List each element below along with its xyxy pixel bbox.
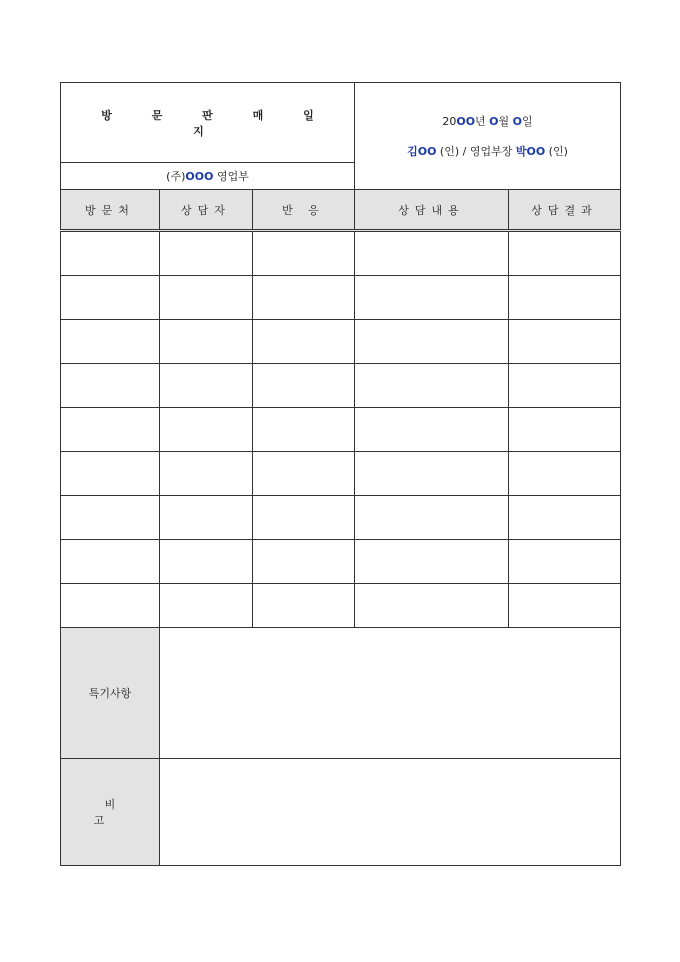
approval-block <box>355 83 621 190</box>
table-cell[interactable] <box>509 231 621 276</box>
date-month-suffix: 월 <box>498 115 513 128</box>
column-header-row <box>61 190 621 231</box>
table-row <box>61 496 621 540</box>
table-cell[interactable] <box>61 540 160 584</box>
date-day-suffix: 일 <box>522 115 533 128</box>
table-cell[interactable] <box>61 452 160 496</box>
remarks-field[interactable] <box>160 759 621 866</box>
approver-line <box>355 143 620 159</box>
table-cell[interactable] <box>509 452 621 496</box>
table-cell[interactable] <box>160 584 253 628</box>
table-cell[interactable] <box>355 584 509 628</box>
table-cell[interactable] <box>253 364 355 408</box>
form-title: 방 문 판 매 일 지 <box>61 83 355 163</box>
date-year-mark: OO <box>456 115 476 128</box>
table-cell[interactable] <box>160 276 253 320</box>
table-cell[interactable] <box>61 320 160 364</box>
table-cell[interactable] <box>509 364 621 408</box>
table-cell[interactable] <box>253 540 355 584</box>
table-cell[interactable] <box>355 231 509 276</box>
table-cell[interactable] <box>160 364 253 408</box>
special-notes-label: 특기사항 <box>61 628 160 759</box>
table-row <box>61 364 621 408</box>
table-cell[interactable] <box>355 276 509 320</box>
table-cell[interactable] <box>253 231 355 276</box>
column-header: 상담자 <box>160 190 253 231</box>
column-header: 상담내용 <box>355 190 509 231</box>
company-suffix: 영업부 <box>213 170 249 183</box>
table-cell[interactable] <box>253 452 355 496</box>
sales-visit-log-form <box>60 82 621 866</box>
table-cell[interactable] <box>160 408 253 452</box>
table-cell[interactable] <box>160 320 253 364</box>
company-prefix: (주) <box>166 170 186 183</box>
table-cell[interactable] <box>355 364 509 408</box>
table-cell[interactable] <box>355 320 509 364</box>
table-cell[interactable] <box>160 452 253 496</box>
table-row <box>61 231 621 276</box>
table-cell[interactable] <box>61 231 160 276</box>
table-cell[interactable] <box>253 320 355 364</box>
approver1-name: 김OO <box>407 145 437 158</box>
table-cell[interactable] <box>355 496 509 540</box>
table-cell[interactable] <box>61 408 160 452</box>
table-cell[interactable] <box>509 408 621 452</box>
column-header: 반 응 <box>253 190 355 231</box>
company-name: OOO <box>185 170 214 183</box>
table-cell[interactable] <box>253 584 355 628</box>
date-month-mark: O <box>489 115 499 128</box>
table-cell[interactable] <box>61 276 160 320</box>
date-year-suffix: 년 <box>475 115 490 128</box>
date-day-mark: O <box>512 115 523 128</box>
table-cell[interactable] <box>160 540 253 584</box>
column-header: 방문처 <box>61 190 160 231</box>
table-cell[interactable] <box>509 276 621 320</box>
approver1-stamp: (인) / 영업부장 <box>436 145 516 158</box>
table-cell[interactable] <box>355 540 509 584</box>
table-cell[interactable] <box>61 584 160 628</box>
table-cell[interactable] <box>509 540 621 584</box>
special-notes-field[interactable] <box>160 628 621 759</box>
table-row <box>61 408 621 452</box>
column-header: 상담결과 <box>509 190 621 231</box>
table-cell[interactable] <box>160 496 253 540</box>
table-cell[interactable] <box>253 496 355 540</box>
table-row <box>61 320 621 364</box>
table-cell[interactable] <box>160 231 253 276</box>
table-cell[interactable] <box>253 408 355 452</box>
date-line <box>355 113 620 129</box>
table-row <box>61 452 621 496</box>
table-cell[interactable] <box>509 496 621 540</box>
table-cell[interactable] <box>509 320 621 364</box>
table-cell[interactable] <box>253 276 355 320</box>
remarks-label <box>61 759 160 866</box>
table-cell[interactable] <box>61 364 160 408</box>
table-row <box>61 584 621 628</box>
approver2-stamp: (인) <box>545 145 568 158</box>
table-cell[interactable] <box>355 452 509 496</box>
table-row <box>61 540 621 584</box>
data-rows <box>61 231 621 628</box>
table-cell[interactable] <box>509 584 621 628</box>
company-line <box>61 163 355 190</box>
table-cell[interactable] <box>355 408 509 452</box>
approver2-name: 박OO <box>515 145 546 158</box>
remarks-label-text: 비 고 <box>93 798 138 827</box>
table-row <box>61 276 621 320</box>
table-cell[interactable] <box>61 496 160 540</box>
date-year-prefix: 20 <box>442 115 457 128</box>
